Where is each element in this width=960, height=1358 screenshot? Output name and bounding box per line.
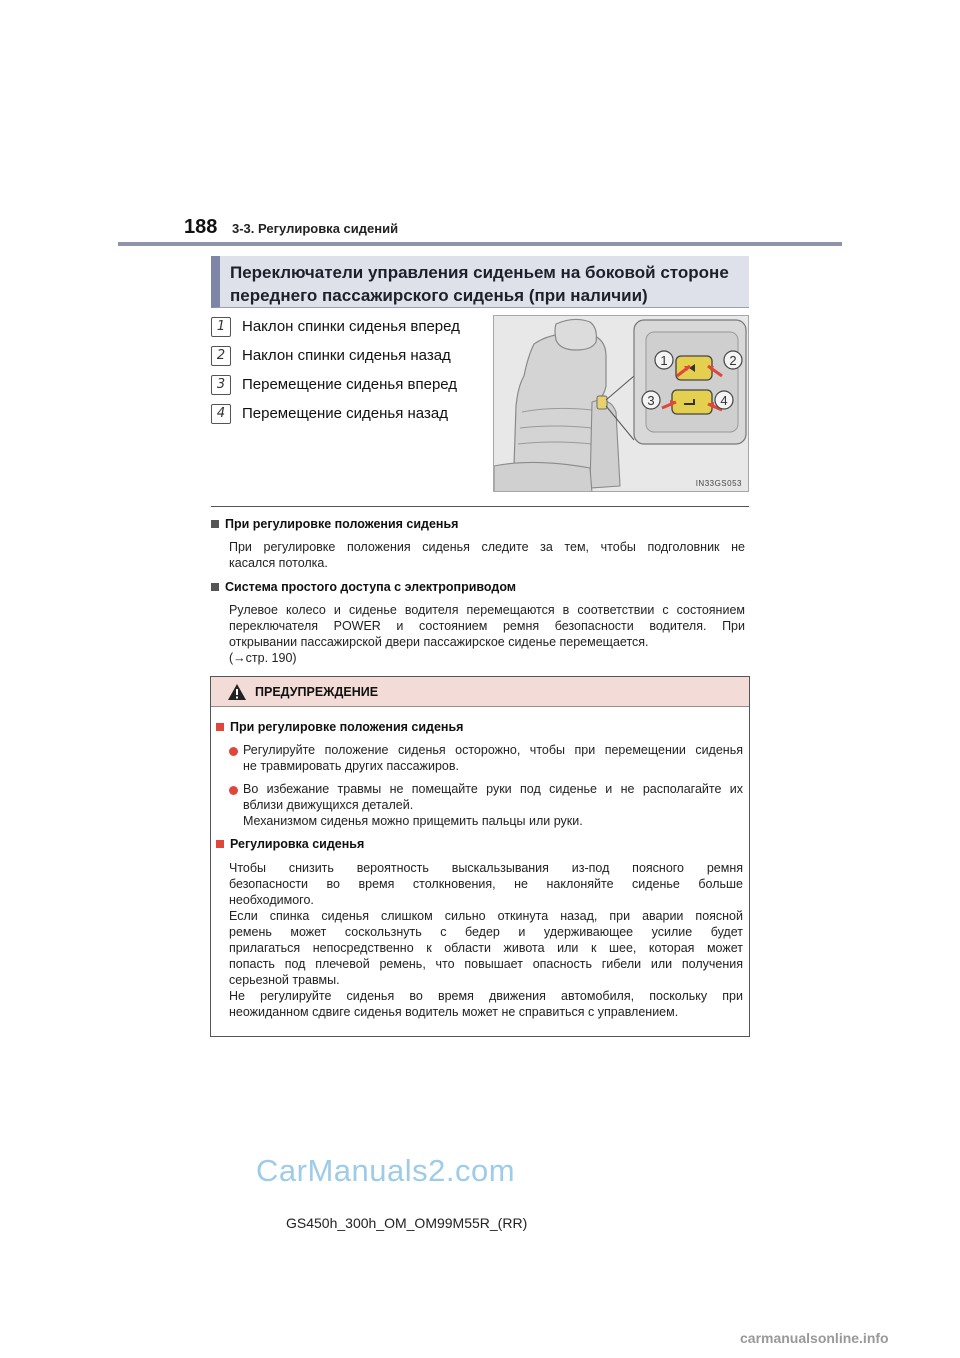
warning-line: необходимого. <box>229 893 314 907</box>
warning-title: ПРЕДУПРЕЖДЕНИЕ <box>255 685 379 699</box>
step-item <box>211 341 491 370</box>
note-2-line: открывании пассажирской двери пассажирское сиденье перемещается. <box>229 635 649 649</box>
document-code: GS450h_300h_OM_OM99M55R_(RR) <box>286 1215 528 1231</box>
warning-bullet-1-line: не травмировать других пассажиров. <box>243 759 459 773</box>
steps-list <box>211 312 491 428</box>
warning-line: безопасности во время столкновения, не наклоняйте сиденье больше <box>229 877 743 891</box>
callout-2: 2 <box>729 353 737 368</box>
header-divider <box>118 242 842 246</box>
watermark-logo: CarManuals2.com <box>256 1153 516 1188</box>
warning-section-1-title: При регулировке положения сиденья <box>230 720 464 734</box>
seat-illustration-svg <box>494 316 749 492</box>
note-2-body <box>229 602 745 666</box>
step-item <box>211 312 491 341</box>
warning-section-1-title-row <box>216 720 463 734</box>
section-heading <box>211 256 749 308</box>
warning-bullet-1 <box>243 742 743 774</box>
callout-1: 1 <box>660 353 668 368</box>
step-text: Перемещение сиденья назад <box>242 405 448 422</box>
warning-line: попасть под плечевой ремень, что повышает опасность гибели или получения <box>229 957 743 971</box>
warning-bullet-2-line: Во избежание травмы не помещайте руки под сиденье и не располагайте их <box>243 782 743 796</box>
warning-line: неожиданном сдвиге сиденья водитель может не справиться с управлением. <box>229 1005 679 1019</box>
warning-triangle-icon <box>227 683 247 701</box>
note-1-line: касался потолка. <box>229 556 328 570</box>
warning-section-2-title-row <box>216 837 364 851</box>
warning-bullet-2-line: Механизмом сиденья можно прищемить пальцы или руки. <box>243 814 583 828</box>
warning-line: серьезной травмы. <box>229 973 340 987</box>
warning-line: Чтобы снизить вероятность выскальзывания из-под поясного ремня <box>229 861 743 875</box>
warning-line: ремень может соскользнуть с бедер и удерживающее усилие будет <box>229 925 743 939</box>
watermark-bottom: carmanualsonline.info <box>740 1330 889 1346</box>
square-bullet-icon <box>211 583 219 591</box>
warning-header <box>211 677 749 707</box>
note-2-line: (→стр. 190) <box>229 651 297 665</box>
page-number: 188 <box>184 216 218 238</box>
warning-bullet-2 <box>243 781 743 829</box>
section-breadcrumb: 3-3. Регулировка сидений <box>232 221 399 236</box>
note-2-title-row <box>211 580 516 594</box>
note-1-line: При регулировке положения сиденья следите за тем, чтобы подголовник не <box>229 540 745 554</box>
note-2-title: Система простого доступа с электроприводом <box>225 580 517 594</box>
step-text: Перемещение сиденья вперед <box>242 376 458 393</box>
warning-line: Не регулируйте сиденья во время движения автомобиля, поскольку при <box>229 989 743 1003</box>
step-number: 2 <box>211 346 231 366</box>
section-divider <box>211 506 749 507</box>
warning-bullet-1-line: Регулируйте положение сиденья осторожно, чтобы при перемещении сиденья <box>243 743 743 757</box>
red-square-bullet-icon <box>216 840 224 848</box>
seat-switch-illustration <box>493 315 749 492</box>
warning-line: прилагаться непосредственно к области живота или к шее, которая может <box>229 941 743 955</box>
step-number: 1 <box>211 317 231 337</box>
warning-section-2-title: Регулировка сиденья <box>230 837 365 851</box>
heading-line-1: Переключатели управления сиденьем на боковой стороне <box>230 263 729 282</box>
step-text: Наклон спинки сиденья назад <box>242 347 451 364</box>
note-2-line: переключателя POWER и состоянием ремня безопасности водителя. При <box>229 619 745 633</box>
illustration-code: IN33GS053 <box>695 479 742 488</box>
callout-4: 4 <box>720 393 728 408</box>
warning-line: Если спинка сиденья слишком сильно откинута назад, при аварии поясной <box>229 909 743 923</box>
red-dot-bullet-icon <box>229 747 238 756</box>
callout-3: 3 <box>647 393 655 408</box>
step-item <box>211 399 491 428</box>
warning-section-2-body <box>229 860 743 1020</box>
red-dot-bullet-icon <box>229 786 238 795</box>
note-1-title-row <box>211 517 458 531</box>
square-bullet-icon <box>211 520 219 528</box>
note-1-title: При регулировке положения сиденья <box>225 517 459 531</box>
step-number: 3 <box>211 375 231 395</box>
warning-box <box>210 676 750 1037</box>
note-1-body <box>229 539 745 571</box>
warning-bullet-2-line: вблизи движущихся деталей. <box>243 798 414 812</box>
red-square-bullet-icon <box>216 723 224 731</box>
step-item <box>211 370 491 399</box>
step-text: Наклон спинки сиденья вперед <box>242 318 460 335</box>
note-2-line: Рулевое колесо и сиденье водителя перемещаются в соответствии с состоянием <box>229 603 745 617</box>
step-number: 4 <box>211 404 231 424</box>
heading-line-2: переднего пассажирского сиденья (при наличии) <box>230 286 648 305</box>
